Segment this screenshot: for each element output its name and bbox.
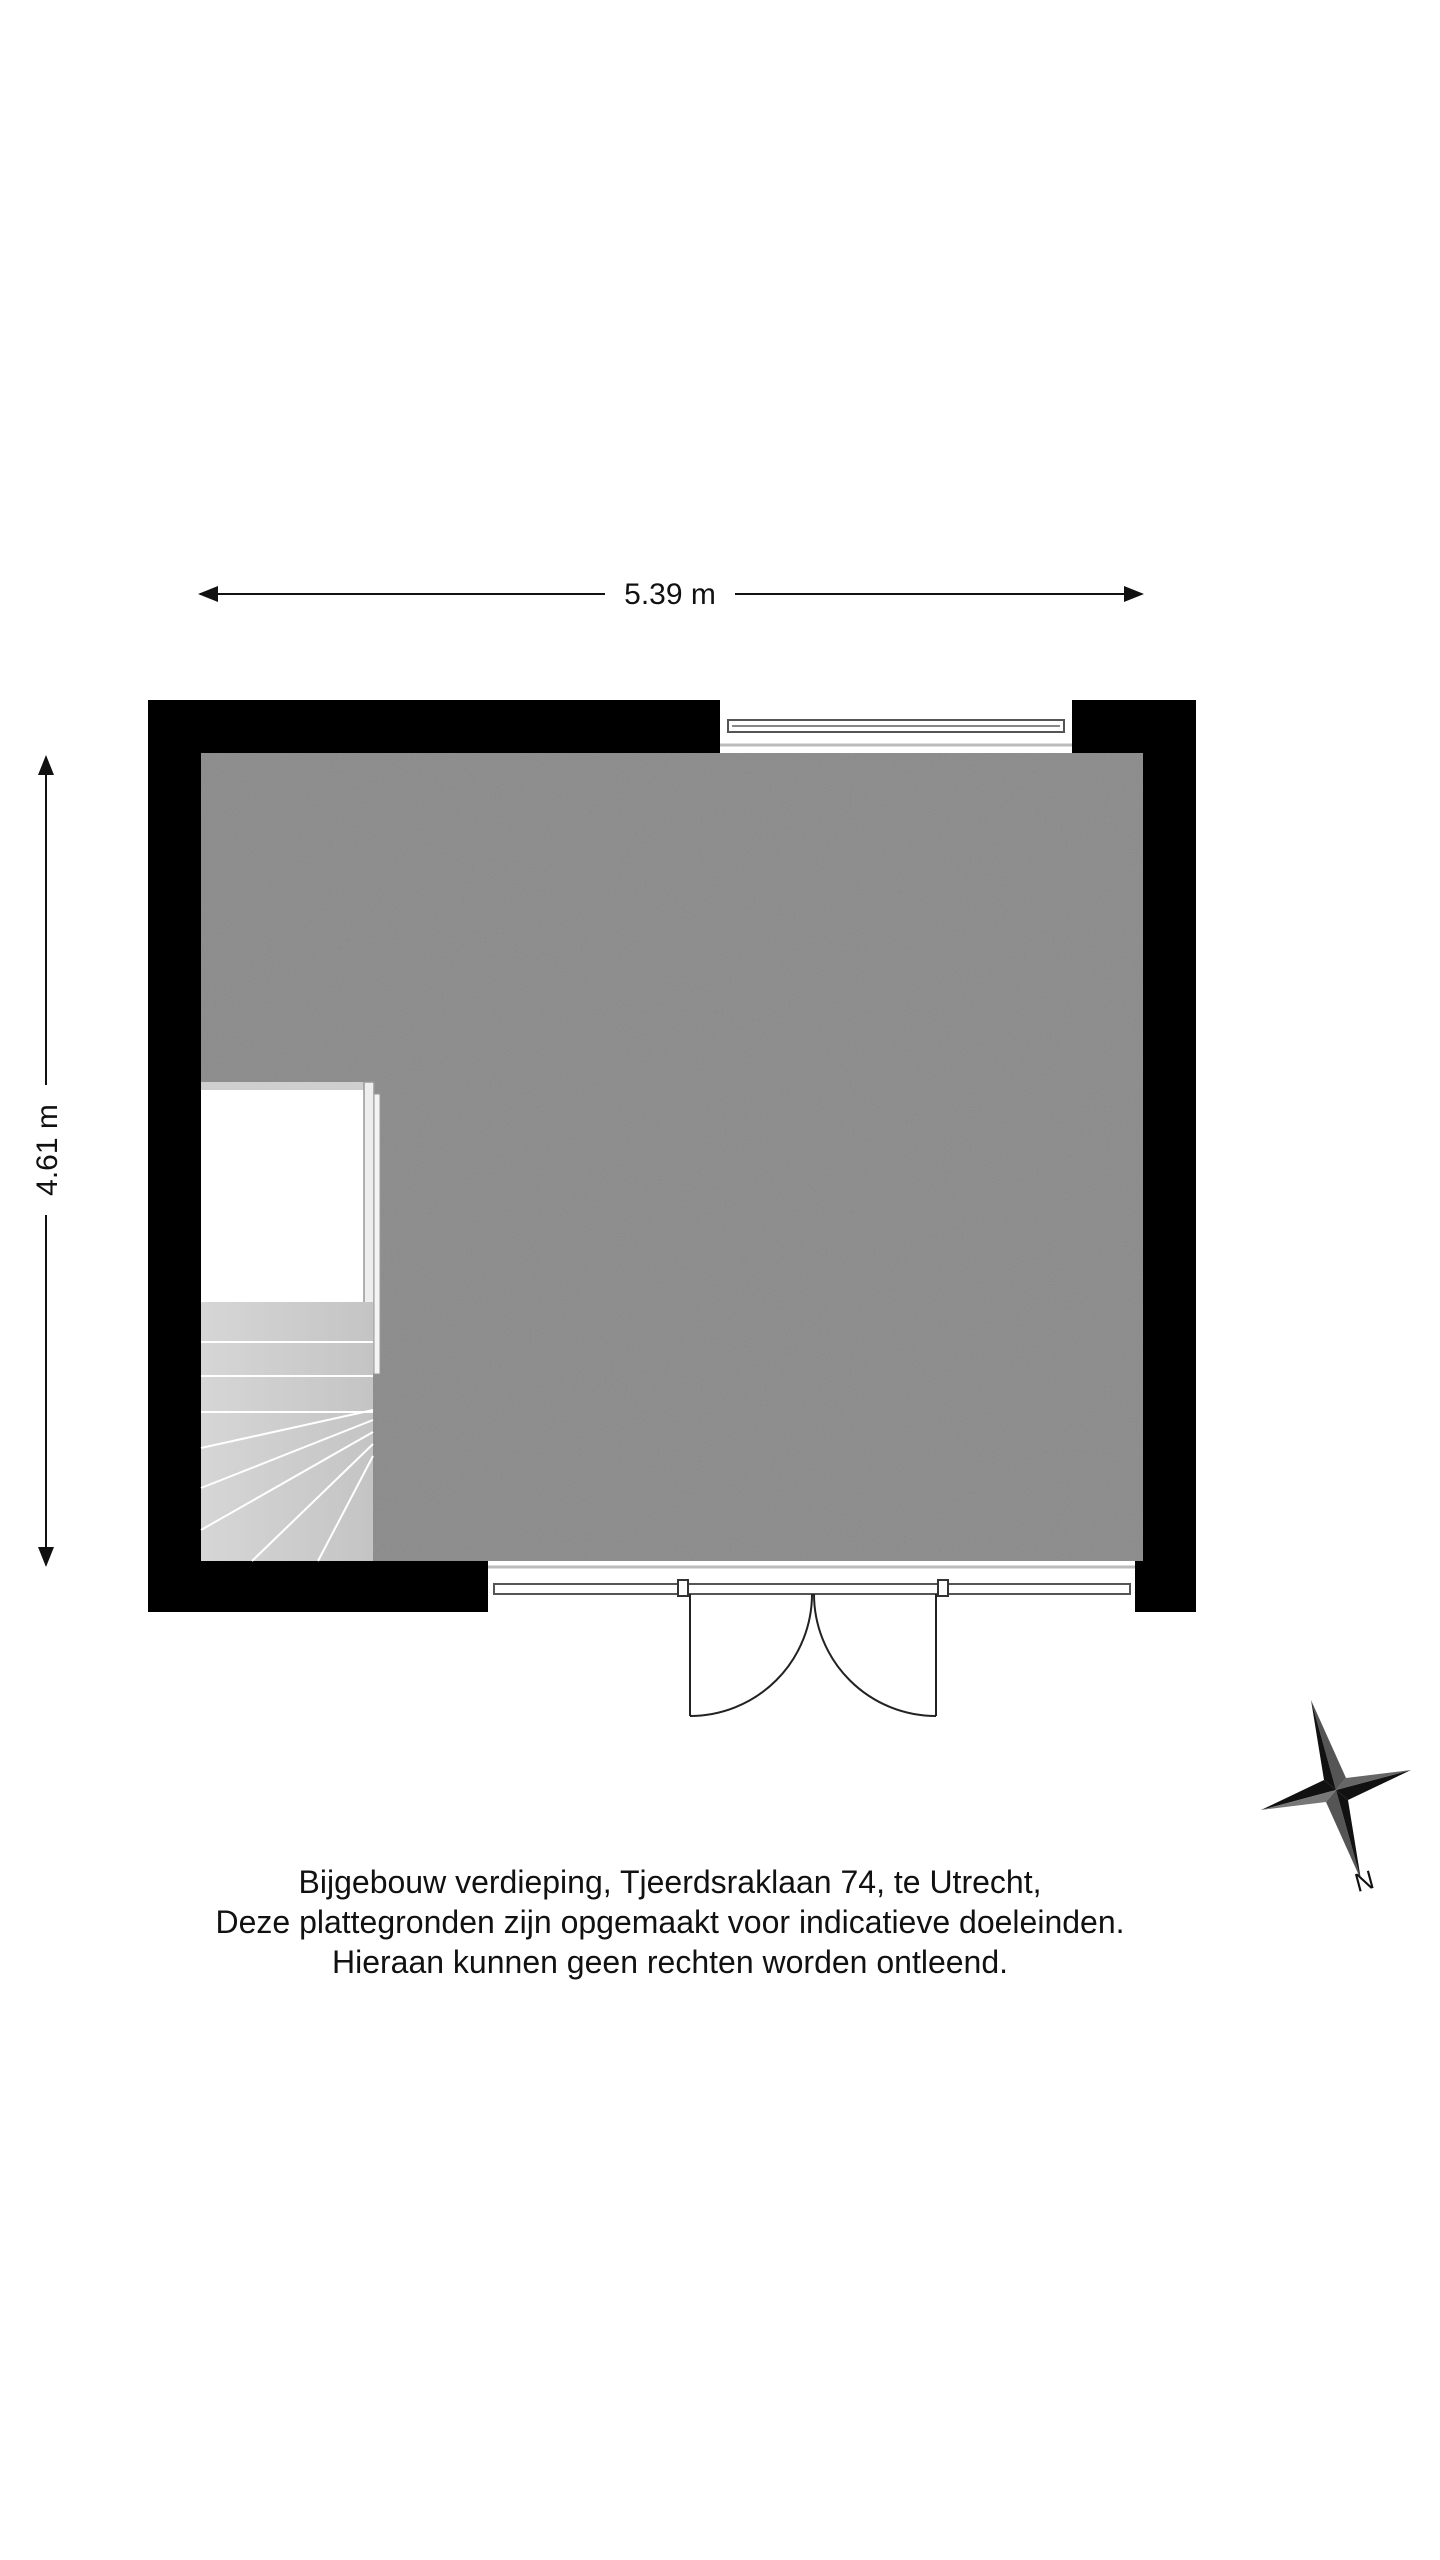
depth-dimension xyxy=(31,757,64,1565)
depth-dimension-label: 4.61 m xyxy=(31,1104,64,1196)
caption-line-1: Bijgebouw verdieping, Tjeerdsraklaan 74, te Utrecht, xyxy=(298,1864,1042,1900)
caption-line-2: Deze plattegronden zijn opgemaakt voor indicatieve doeleinden. xyxy=(215,1904,1125,1940)
door-swing-right xyxy=(814,1594,936,1716)
caption-line-3: Hieraan kunnen geen rechten worden ontleend. xyxy=(331,1944,1009,1980)
stair-void xyxy=(201,1082,371,1302)
plan-caption xyxy=(0,1862,1340,1982)
width-dimension xyxy=(200,578,1142,611)
width-dimension-label: 5.39 m xyxy=(624,578,716,611)
door-swing-left xyxy=(690,1594,812,1716)
compass-north-label: N xyxy=(1351,1864,1378,1898)
top-window xyxy=(720,700,1072,753)
stair-steps xyxy=(201,1302,373,1561)
double-door xyxy=(690,1594,936,1716)
staircase xyxy=(201,1082,380,1561)
